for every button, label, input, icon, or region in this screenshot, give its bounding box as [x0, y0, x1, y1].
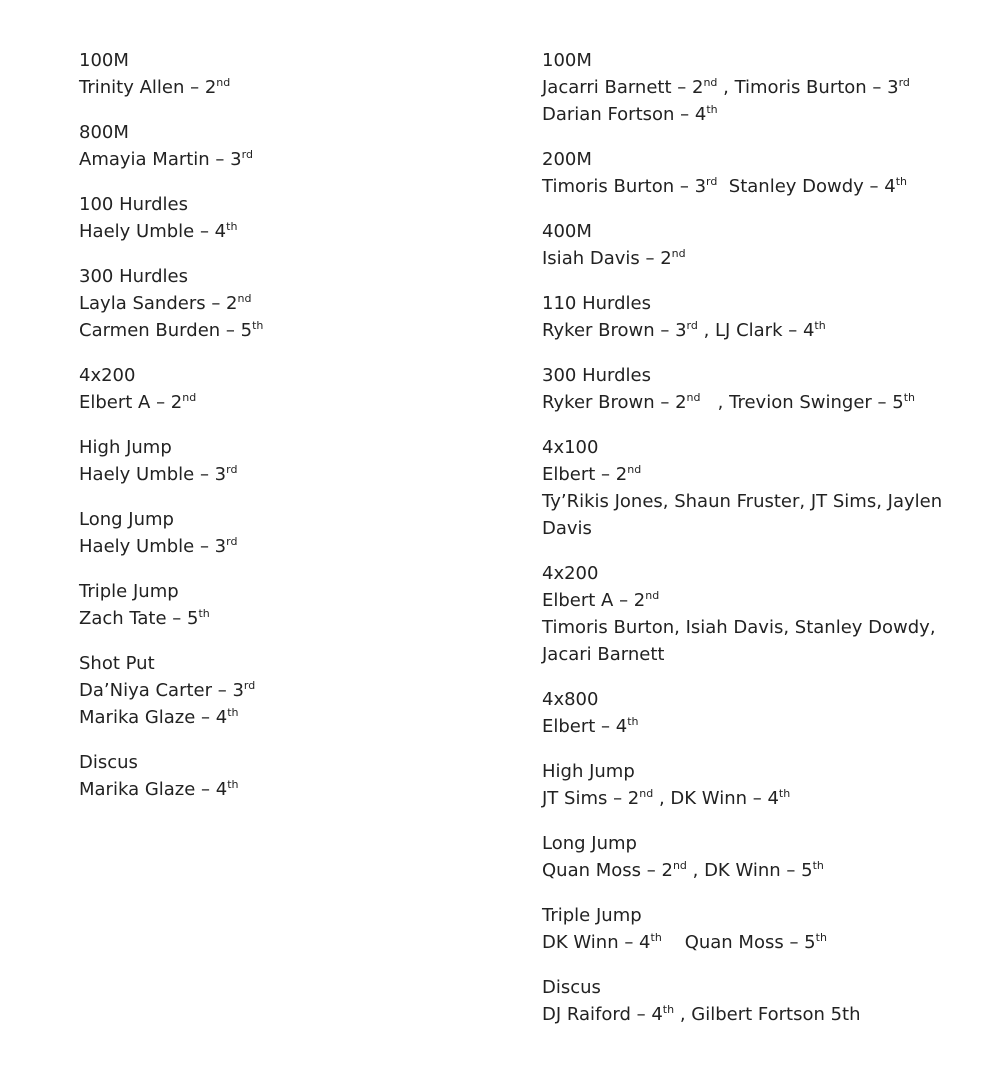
event-title: 100M	[542, 50, 592, 71]
result-text: Amayia Martin – 3	[79, 149, 242, 170]
left-results-column	[79, 47, 499, 821]
place-ordinal-suffix: th	[227, 706, 239, 719]
place-ordinal-suffix: rd	[226, 463, 238, 476]
place-ordinal-suffix: nd	[703, 76, 718, 89]
result-text: Trinity Allen – 2	[79, 77, 217, 98]
event-title: 300 Hurdles	[79, 266, 188, 287]
result-text: Isiah Davis – 2	[542, 248, 672, 269]
result-line	[542, 614, 952, 668]
event-title: 100 Hurdles	[79, 194, 188, 215]
event-block	[79, 434, 499, 488]
place-ordinal-suffix: rd	[226, 535, 238, 548]
result-line	[79, 74, 499, 101]
result-line	[542, 74, 952, 101]
place-ordinal-suffix: th	[252, 319, 264, 332]
place-ordinal-suffix: rd	[706, 175, 718, 188]
event-block	[79, 578, 499, 632]
place-ordinal-suffix: nd	[216, 76, 231, 89]
place-ordinal-suffix: th	[662, 1003, 675, 1016]
event-block	[542, 290, 952, 344]
event-title: 4x200	[79, 365, 136, 386]
result-line	[79, 218, 499, 245]
event-block	[79, 263, 499, 344]
event-title: 400M	[542, 221, 592, 242]
result-text: , LJ Clark – 4	[697, 320, 815, 341]
event-title: Discus	[79, 752, 138, 773]
result-line	[79, 389, 499, 416]
event-title: 4x100	[542, 437, 599, 458]
event-block	[542, 686, 952, 740]
event-title: High Jump	[542, 761, 635, 782]
event-title: Triple Jump	[79, 581, 179, 602]
event-title: Discus	[542, 977, 601, 998]
place-ordinal-suffix: th	[627, 715, 639, 728]
result-text: Ryker Brown – 2	[542, 392, 687, 413]
place-ordinal-suffix: th	[226, 220, 238, 233]
result-line	[79, 677, 499, 704]
event-title: 110 Hurdles	[542, 293, 651, 314]
result-text: Elbert A – 2	[79, 392, 183, 413]
place-ordinal-suffix: nd	[639, 787, 654, 800]
result-text: Marika Glaze – 4	[79, 707, 228, 728]
event-title: 300 Hurdles	[542, 365, 651, 386]
place-ordinal-suffix: th	[895, 175, 908, 188]
place-ordinal-suffix: nd	[672, 859, 687, 872]
place-ordinal-suffix: nd	[671, 247, 686, 260]
place-ordinal-suffix: rd	[686, 319, 698, 332]
result-text: JT Sims – 2	[542, 788, 640, 809]
place-ordinal-suffix: nd	[627, 463, 642, 476]
event-block	[79, 362, 499, 416]
place-ordinal-suffix: rd	[243, 679, 256, 692]
place-ordinal-suffix: th	[812, 859, 824, 872]
result-line	[542, 488, 952, 542]
result-line	[542, 713, 952, 740]
result-line	[79, 533, 499, 560]
result-text: Elbert A – 2	[542, 590, 646, 611]
right-results-column	[542, 47, 952, 1046]
result-text: Quan Moss – 5	[661, 932, 816, 953]
result-line	[542, 1001, 952, 1028]
place-ordinal-suffix: nd	[645, 589, 660, 602]
event-block	[79, 749, 499, 803]
result-text: Carmen Burden – 5	[79, 320, 253, 341]
event-title: Triple Jump	[542, 905, 642, 926]
place-ordinal-suffix: rd	[241, 148, 253, 161]
result-line	[542, 461, 952, 488]
event-block	[542, 758, 952, 812]
result-text: Ryker Brown – 3	[542, 320, 687, 341]
place-ordinal-suffix: th	[650, 931, 662, 944]
event-title: 800M	[79, 122, 129, 143]
event-title: 4x800	[542, 689, 599, 710]
event-block	[542, 362, 952, 416]
result-line	[542, 245, 952, 272]
result-text: Haely Umble – 3	[79, 536, 227, 557]
result-text: Marika Glaze – 4	[79, 779, 228, 800]
place-ordinal-suffix: rd	[898, 76, 910, 89]
result-line	[542, 317, 952, 344]
place-ordinal-suffix: th	[778, 787, 791, 800]
result-line	[79, 290, 499, 317]
event-block	[79, 191, 499, 245]
result-line	[79, 704, 499, 731]
result-line	[79, 605, 499, 632]
result-text: , DK Winn – 4	[653, 788, 779, 809]
result-line	[79, 146, 499, 173]
result-text: , DK Winn – 5	[686, 860, 813, 881]
event-block	[542, 218, 952, 272]
event-title: High Jump	[79, 437, 172, 458]
event-block	[542, 560, 952, 668]
result-text: Timoris Burton – 3	[542, 176, 707, 197]
event-block	[79, 119, 499, 173]
result-text: Quan Moss – 2	[542, 860, 673, 881]
place-ordinal-suffix: th	[903, 391, 915, 404]
result-line	[79, 776, 499, 803]
result-text: , Timoris Burton – 3	[717, 77, 899, 98]
event-block	[542, 434, 952, 542]
place-ordinal-suffix: th	[706, 103, 718, 116]
place-ordinal-suffix: th	[814, 319, 826, 332]
event-block	[79, 506, 499, 560]
result-text: Haely Umble – 3	[79, 464, 227, 485]
event-block	[79, 47, 499, 101]
result-text: Da’Niya Carter – 3	[79, 680, 244, 701]
result-text: Ty’Rikis Jones, Shaun Fruster, JT Sims, Jaylen Davis	[542, 491, 948, 539]
place-ordinal-suffix: th	[815, 931, 827, 944]
result-line	[542, 785, 952, 812]
result-line	[79, 461, 499, 488]
result-text: Zach Tate – 5	[79, 608, 199, 629]
result-line	[542, 101, 952, 128]
event-block	[79, 650, 499, 731]
place-ordinal-suffix: th	[198, 607, 210, 620]
result-text: , Gilbert Fortson 5th	[674, 1004, 861, 1025]
event-block	[542, 974, 952, 1028]
result-line	[542, 389, 952, 416]
result-text: Elbert – 2	[542, 464, 628, 485]
result-line	[542, 587, 952, 614]
result-text: Haely Umble – 4	[79, 221, 227, 242]
result-text: , Trevion Swinger – 5	[700, 392, 904, 413]
result-line	[542, 929, 952, 956]
result-text: Stanley Dowdy – 4	[717, 176, 896, 197]
event-block	[542, 830, 952, 884]
result-text: Layla Sanders – 2	[79, 293, 238, 314]
place-ordinal-suffix: nd	[182, 391, 197, 404]
event-title: Long Jump	[542, 833, 637, 854]
result-text: DK Winn – 4	[542, 932, 651, 953]
event-block	[542, 47, 952, 128]
result-line	[542, 857, 952, 884]
result-text: Timoris Burton, Isiah Davis, Stanley Dowdy, Jacari Barnett	[542, 617, 942, 665]
place-ordinal-suffix: nd	[686, 391, 701, 404]
event-title: 4x200	[542, 563, 599, 584]
event-title: Long Jump	[79, 509, 174, 530]
event-title: Shot Put	[79, 653, 155, 674]
result-text: Darian Fortson – 4	[542, 104, 707, 125]
result-text: Elbert – 4	[542, 716, 628, 737]
event-title: 100M	[79, 50, 129, 71]
result-text: DJ Raiford – 4	[542, 1004, 663, 1025]
event-block	[542, 146, 952, 200]
event-title: 200M	[542, 149, 592, 170]
event-block	[542, 902, 952, 956]
result-text: Jacarri Barnett – 2	[542, 77, 704, 98]
place-ordinal-suffix: th	[227, 778, 239, 791]
result-line	[542, 173, 952, 200]
place-ordinal-suffix: nd	[237, 292, 252, 305]
result-line	[79, 317, 499, 344]
